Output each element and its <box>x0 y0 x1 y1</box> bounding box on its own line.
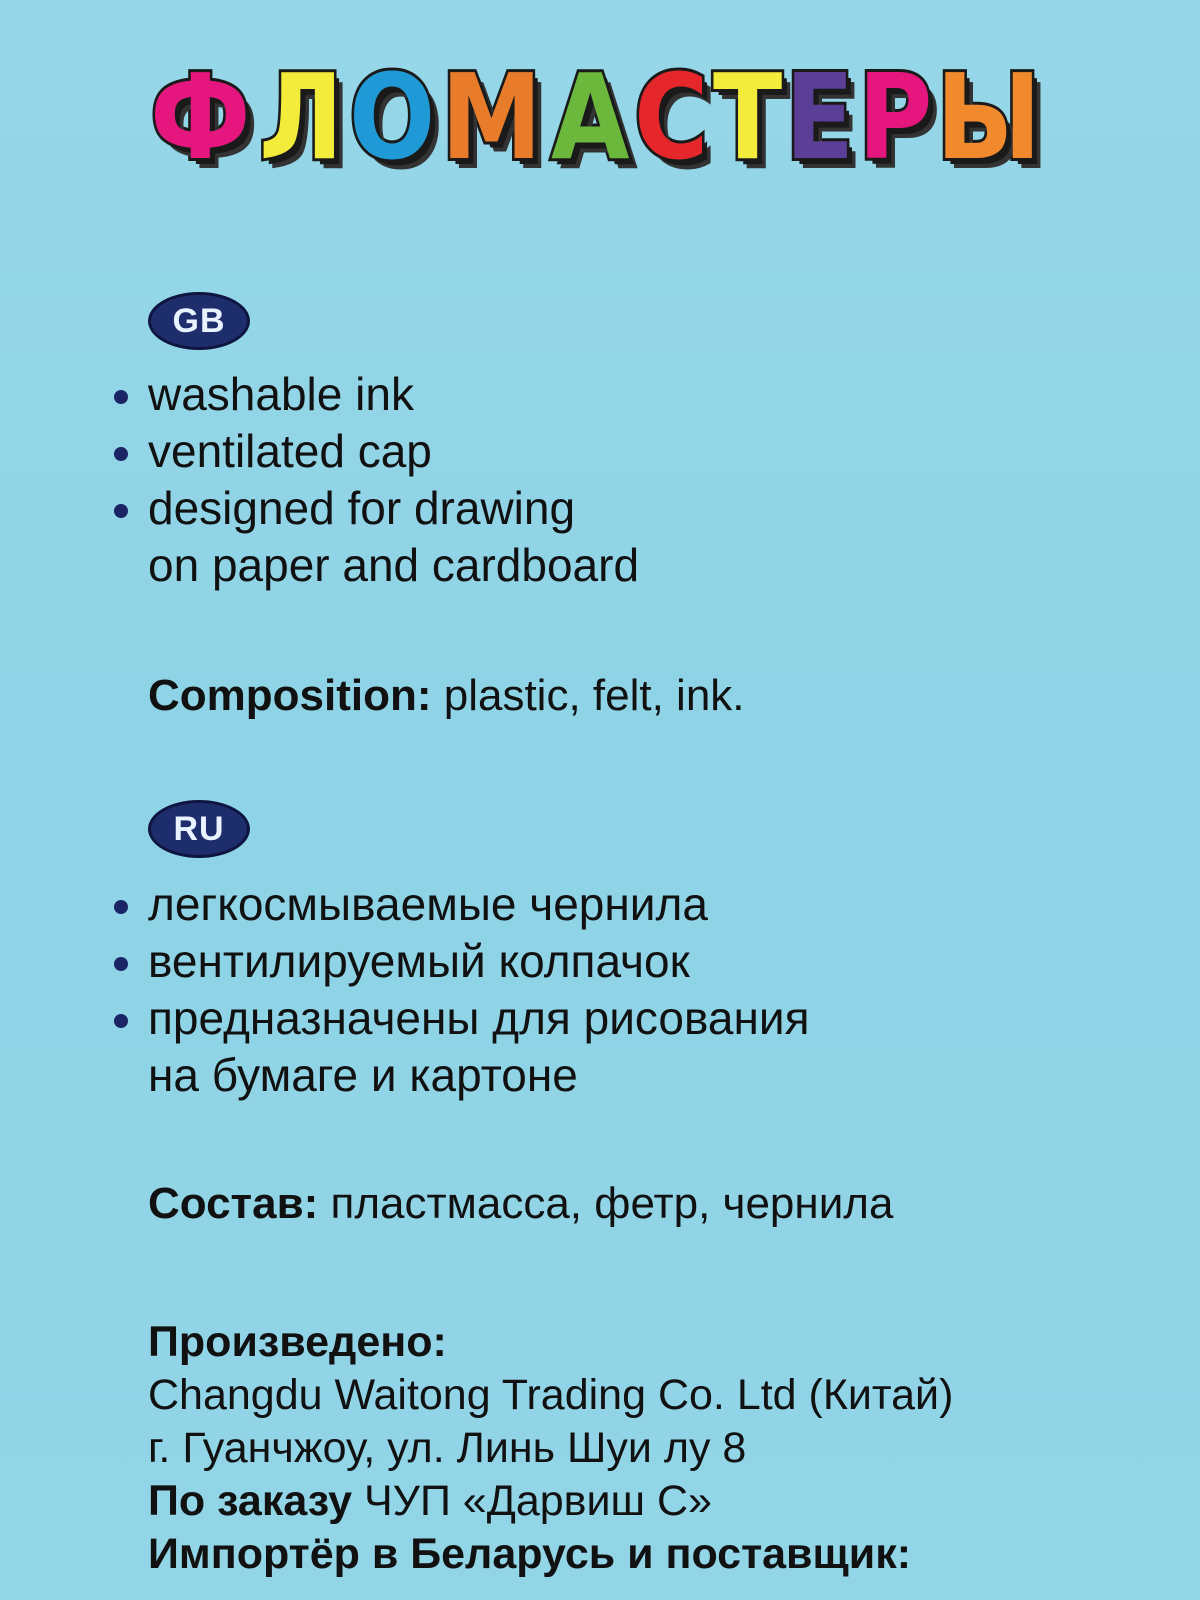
list-item <box>112 366 639 423</box>
language-badge-gb: GB <box>148 292 250 350</box>
composition-gb <box>148 668 745 724</box>
produced-label: Произведено: <box>148 1318 447 1366</box>
importer-label: Импортёр в Беларусь и поставщик: <box>148 1530 912 1578</box>
list-item-text: вентилируемый колпачок <box>148 935 690 987</box>
feature-list-gb <box>112 366 639 594</box>
bullet-icon <box>114 900 128 914</box>
order-label: По заказу <box>148 1477 353 1525</box>
bullet-icon <box>114 504 128 518</box>
title-letter: С <box>634 48 709 186</box>
list-item <box>112 423 639 480</box>
title-letter: Е <box>785 48 855 186</box>
list-item-text: на бумаге и картоне <box>148 1049 578 1101</box>
manufacturer-address: г. Гуанчжоу, ул. Линь Шуи лу 8 <box>148 1424 747 1472</box>
list-item-text: ventilated cap <box>148 425 432 477</box>
title-letter: А <box>550 48 630 186</box>
manufacturer-info <box>148 1316 953 1581</box>
order-value: ЧУП «Дарвиш С» <box>352 1477 712 1525</box>
composition-label: Состав: <box>148 1179 319 1228</box>
list-item-text: designed for drawing <box>148 482 576 534</box>
list-item <box>112 480 639 594</box>
title-letter: Т <box>712 48 782 186</box>
title-letter: Л <box>259 48 344 186</box>
composition-label: Composition: <box>148 671 432 720</box>
title-letter: М <box>441 48 543 186</box>
composition-ru <box>148 1176 893 1232</box>
title-letter: Ы <box>936 48 1042 186</box>
bullet-icon <box>114 957 128 971</box>
bullet-icon <box>114 447 128 461</box>
title-letter: Ф <box>150 48 251 186</box>
bullet-icon <box>114 390 128 404</box>
list-item <box>112 933 810 990</box>
bullet-icon <box>114 1014 128 1028</box>
list-item-text: washable ink <box>148 368 414 420</box>
list-item <box>112 876 810 933</box>
list-item <box>112 990 810 1104</box>
feature-list-ru <box>112 876 810 1104</box>
list-item-text: легкосмываемые чернила <box>148 878 708 930</box>
manufacturer-name: Changdu Waitong Trading Co. Ltd (Китай) <box>148 1371 954 1419</box>
composition-value: plastic, felt, ink. <box>431 671 745 720</box>
list-item-text: предназначены для рисования <box>148 992 810 1044</box>
title-letter: Р <box>857 48 933 186</box>
order-line <box>148 1475 953 1528</box>
product-title <box>150 48 1090 212</box>
title-letter: О <box>349 48 436 186</box>
language-badge-ru: RU <box>148 800 250 858</box>
composition-value: пластмасса, фетр, чернила <box>318 1179 894 1228</box>
list-item-text: on paper and cardboard <box>148 539 640 591</box>
